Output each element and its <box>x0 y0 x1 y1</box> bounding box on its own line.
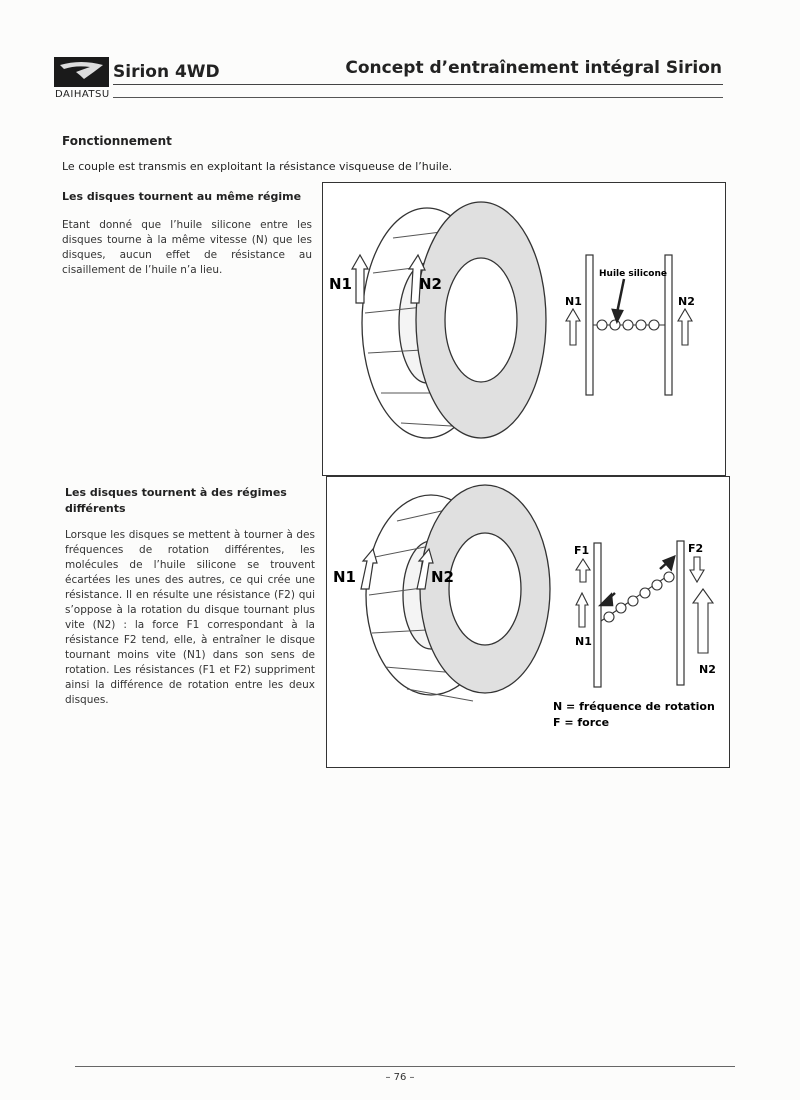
disc-n2-drawing <box>420 485 550 693</box>
daihatsu-logo-icon <box>54 57 109 87</box>
section-heading: Fonctionnement <box>62 134 172 148</box>
fig1-n2-label: N2 <box>419 275 442 293</box>
legend-force: F = force <box>553 716 610 729</box>
fig2-small-n2: N2 <box>699 663 716 676</box>
fig2-n1-label: N1 <box>333 568 356 586</box>
fig1-small-n2: N2 <box>678 295 695 308</box>
rotation-arrow-n1-icon <box>576 593 588 627</box>
section-intro: Le couple est transmis en exploitant la résistance visqueuse de l’huile. <box>62 160 453 173</box>
block1-heading: Les disques tournent au même régime <box>62 190 302 203</box>
block1-body: Etant donné que l’huile silicone entre les disques tourne à la même vitesse (N) que les disques, aucun effet de résistance au cisaillement de l’huile n’a lieu. <box>62 219 312 276</box>
model-title: Sirion 4WD <box>113 62 220 82</box>
force-arrow-f1-icon <box>576 559 590 582</box>
page-number: – 76 – <box>385 1072 415 1083</box>
oil-molecules <box>593 320 665 330</box>
block2-heading: Les disques tournent à des régimes différents <box>65 486 287 515</box>
oil-label: Huile silicone <box>599 269 667 279</box>
rotation-arrow-n2-icon <box>693 589 713 653</box>
fig2-n2-label: N2 <box>431 568 454 586</box>
fig2-f2-label: F2 <box>688 542 704 555</box>
header-rule-lower <box>113 97 723 98</box>
disc-n2-drawing <box>416 202 546 438</box>
brand-name: DAIHATSU <box>55 89 110 100</box>
legend-frequency: N = fréquence de rotation <box>553 700 715 713</box>
small-arrow-n2-icon <box>678 309 692 345</box>
pointer-arrow-icon <box>613 279 624 321</box>
fig2-small-n1: N1 <box>575 635 592 648</box>
pull-arrow-right-icon <box>660 557 674 569</box>
pull-arrow-left-icon <box>601 593 615 605</box>
header-rule <box>113 84 723 85</box>
document-title: Concept d’entraînement intégral Sirion <box>345 58 722 78</box>
block2-body: Lorsque les disques se mettent à tourner à des fréquences de rotation différentes, les molécules de l’huile silicone se trouvent écartées les unes des autres, ce qui crée une résistance. Il en résulte une résistance (F2) qui s’oppose à la rotation du disque tournant plus vite (N2) : la force F1 correspondant à la résistance F2 tend, elle, à entraîner le disque tournant moins vite (N1) dans son sens de rotation. Les résistances (F1 et F2) suppriment ainsi la différence de rotation entre les deux disques. <box>65 529 315 706</box>
footer-rule <box>75 1066 735 1067</box>
figure-same-speed <box>322 182 726 476</box>
fig1-n1-label: N1 <box>329 275 352 293</box>
fig1-small-n1: N1 <box>565 295 582 308</box>
fig2-f1-label: F1 <box>574 544 590 557</box>
force-arrow-f2-icon <box>690 557 704 582</box>
small-arrow-n1-icon <box>566 309 580 345</box>
figure-different-speed <box>326 476 730 768</box>
